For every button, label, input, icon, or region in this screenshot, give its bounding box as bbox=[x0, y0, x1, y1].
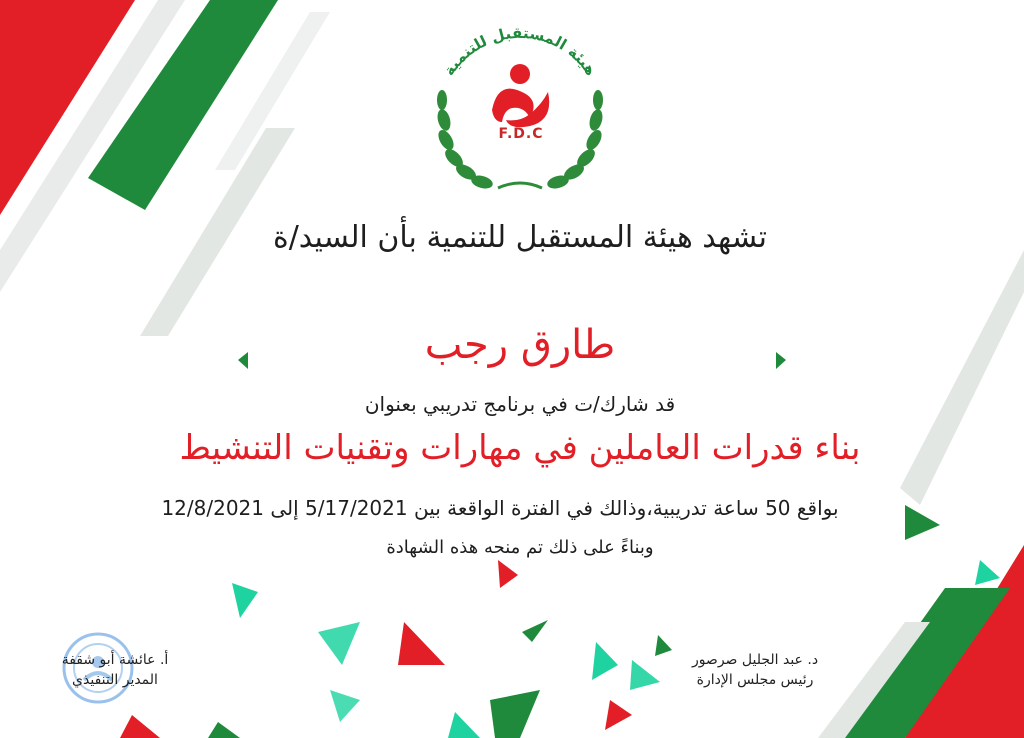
fdc-figure-icon bbox=[492, 64, 549, 127]
program-title: بناء قدرات العاملين في مهارات وتقنيات التنشيط bbox=[179, 428, 861, 468]
stamp-seal-icon bbox=[58, 628, 138, 708]
left-signatory-name: أ. عائشة أبو شقفة bbox=[61, 652, 169, 668]
certificate-heading: تشهد هيئة المستقبل للتنمية بأن السيد/ة bbox=[272, 220, 767, 255]
logo-abbreviation: F.D.C bbox=[498, 126, 544, 142]
left-signatory-title: المدير التنفيذي bbox=[72, 672, 158, 688]
logo-arc-text: هيئة المستقبل للتنمية bbox=[439, 23, 601, 79]
period-line: بواقع 50 ساعة تدريبية،وذالك في الفترة الواقعة بين 5/17/2021 إلى 12/8/2021 bbox=[161, 496, 839, 520]
right-signatory-title: رئيس مجلس الإدارة bbox=[696, 672, 814, 688]
right-signatory-name: د. عبد الجليل صرصور bbox=[691, 652, 819, 668]
recipient-name: طارق رجب bbox=[424, 322, 616, 368]
participation-line: قد شارك/ت في برنامج تدريبي بعنوان bbox=[364, 392, 676, 416]
granted-line: وبناءً على ذلك تم منحه هذه الشهادة bbox=[386, 537, 654, 558]
